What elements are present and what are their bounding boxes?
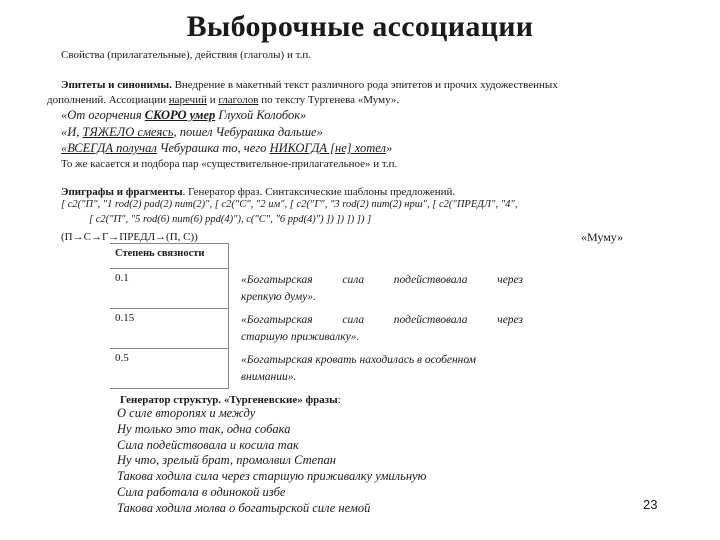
- example-1-b: Глухой Колобок»: [215, 108, 307, 122]
- phrase-rest: крепкую думу».: [241, 290, 317, 303]
- adverbs-word: наречий: [168, 94, 207, 106]
- phrase-first-line: [241, 272, 523, 289]
- phrase-rest: старшую приживалку».: [241, 330, 360, 343]
- table-header-blank: [229, 244, 529, 269]
- template-code-line-1: [ c2("П", "1 rod(2) pad(2) num(2)", [ c2("С", "2 им", [ c2("Г", "3 rod(2) num(2) нрш", [ c2("ПРЕДЛ", "4",: [61, 199, 518, 210]
- phrase-word: через: [497, 313, 523, 326]
- example-3-highlight-1: «ВСЕГДА получал: [61, 141, 157, 155]
- degree-header: Степень связности: [110, 244, 229, 269]
- epithets-line-1: [61, 78, 558, 92]
- epigraphs-heading: Эпиграфы и фрагменты: [61, 186, 183, 198]
- page-title: Выборочные ассоциации: [186, 10, 534, 43]
- epigraphs-text: . Генератор фраз. Синтаксические шаблоны предложений.: [182, 186, 456, 198]
- turgenev-phrases: [117, 406, 426, 517]
- table-row: [110, 309, 528, 349]
- example-2-b: , пошел Чебурашка дальше»: [173, 125, 323, 139]
- structure-formula: (П→С→Г→ПРЕДЛ→(П, С)): [61, 231, 198, 243]
- degree-cell: 0.15: [110, 309, 229, 349]
- table-row: [110, 269, 528, 309]
- phrase-line: Такова ходила сила через старшую приживалку умильную: [117, 469, 427, 484]
- phrase-line: Сила подействовала и косила так: [117, 437, 299, 452]
- degree-cell: 0.1: [110, 269, 229, 309]
- phrase-line: Ну что, зрелый брат, промолвил Степан: [117, 453, 336, 468]
- phrase-word: подействовала: [393, 313, 468, 326]
- example-3: [61, 141, 392, 156]
- phrase-cell: [229, 349, 529, 389]
- page-number: 23: [643, 497, 658, 512]
- example-2: [61, 125, 323, 140]
- verbs-word: глаголов: [218, 94, 259, 106]
- epithets-line2-a: дополнений. Ассоциации: [47, 94, 169, 106]
- epithets-line2-c: по тексту Тургенева «Муму».: [258, 94, 400, 106]
- phrase-word: «Богатырская: [241, 313, 313, 326]
- source-label: «Муму»: [581, 230, 624, 244]
- example-1-highlight: СКОРО умер: [144, 108, 216, 122]
- epithets-line-2: [47, 93, 399, 107]
- example-2-highlight: ТЯЖЕЛО смеясь: [82, 125, 174, 139]
- association-table: [110, 243, 528, 389]
- example-3-highlight-2: НИКОГДА [не] хотел: [269, 141, 386, 155]
- pairs-text: То же касается и подбора пар «существительное-прилагательное» и т.п.: [61, 158, 398, 170]
- phrase-word: через: [497, 273, 523, 286]
- epithets-line2-b: и: [206, 94, 219, 106]
- phrase-rest: внимании».: [241, 370, 297, 383]
- table-row: [110, 349, 528, 389]
- example-2-a: «И,: [61, 125, 83, 139]
- generator-heading: Генератор структур. «Тургеневские» фразы: [120, 394, 338, 406]
- table-header-row: [110, 244, 528, 269]
- phrase-word: сила: [342, 273, 365, 286]
- generator-heading-line: [120, 393, 341, 407]
- phrase-line: Ну только это так, одна собака: [117, 421, 291, 436]
- example-1-a: «От огорчения: [61, 108, 145, 122]
- template-code-line-2: [ c2("П", "5 rod(6) num(6) ppd(4)"), c("С", "6 ppd(4)") ]) ]) ]) ]) ]: [89, 214, 372, 225]
- intro-text: Свойства (прилагательные), действия (глаголы) и т.п.: [61, 49, 311, 61]
- phrase-line: Такова ходила молва о богатырской силе немой: [117, 500, 371, 515]
- phrase-line: О силе второпях и между: [117, 406, 256, 420]
- phrase-cell: [229, 269, 529, 309]
- phrase-first-line: [241, 312, 523, 329]
- phrase-first-line: «Богатырская кровать находилась в особенном: [241, 353, 477, 366]
- phrase-cell: [229, 309, 529, 349]
- epithets-text: Внедрение в макетный текст различного рода эпитетов и прочих художественных: [171, 79, 558, 91]
- example-3-b: »: [386, 141, 393, 155]
- phrase-word: сила: [342, 313, 365, 326]
- epigraphs-line: [61, 185, 455, 199]
- generator-colon: :: [337, 394, 341, 406]
- phrase-line: Сила работала в одинокой избе: [117, 484, 286, 499]
- example-1: [61, 108, 306, 123]
- degree-cell: 0.5: [110, 349, 229, 389]
- example-3-a: Чебурашка то, чего: [156, 141, 270, 155]
- phrase-word: подействовала: [393, 273, 468, 286]
- epithets-heading: Эпитеты и синонимы.: [61, 79, 172, 91]
- phrase-word: «Богатырская: [241, 273, 313, 286]
